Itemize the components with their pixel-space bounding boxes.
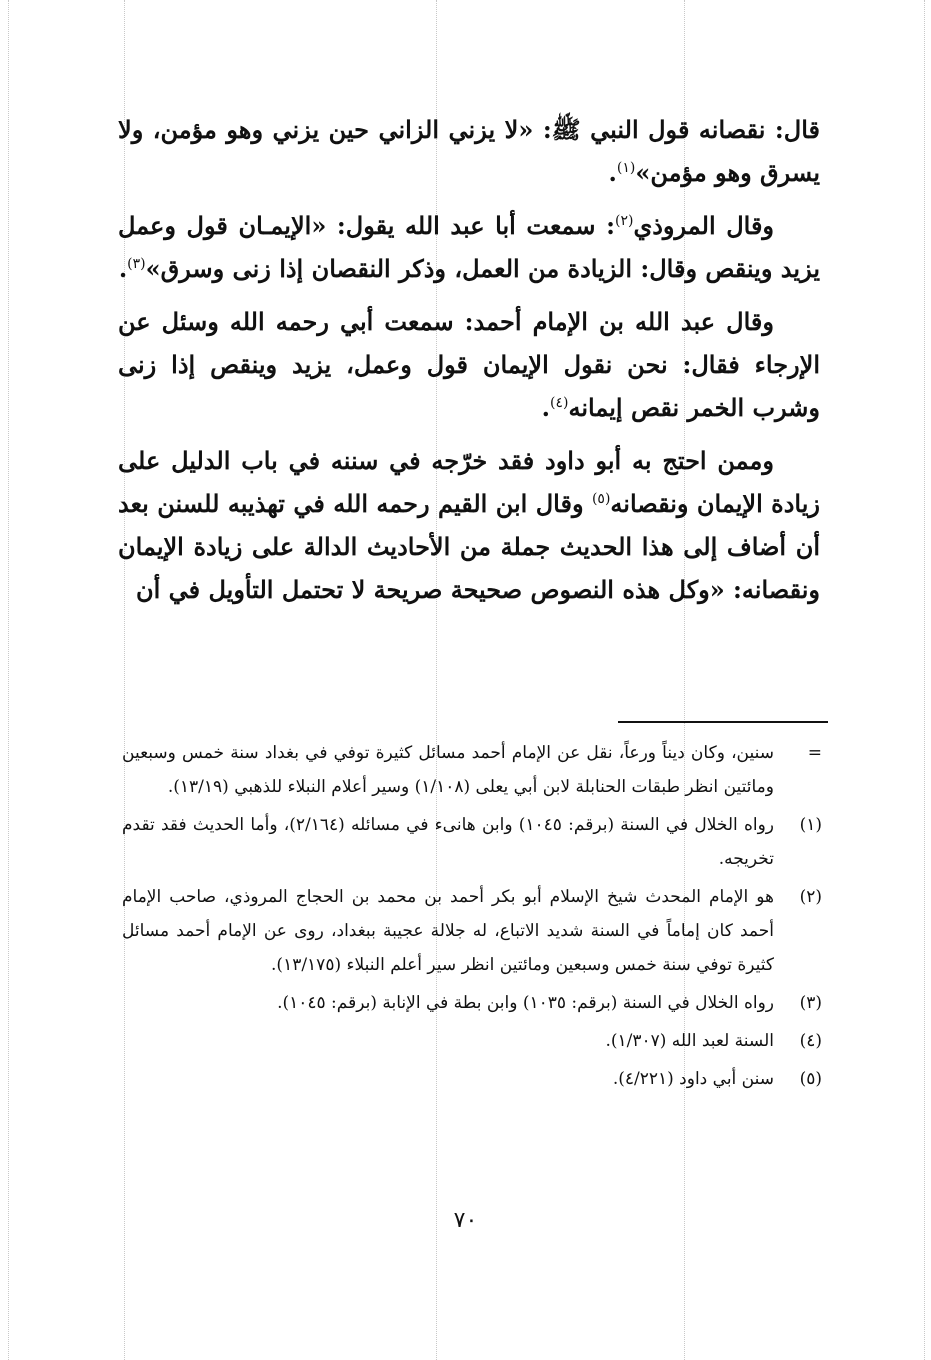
paragraph-text: وقال المروذي: [633, 211, 775, 240]
page-number: ٧٠: [453, 1208, 478, 1233]
footnote-item: [122, 736, 822, 804]
paragraph-tail: .: [541, 393, 551, 422]
footnote-number: =: [807, 743, 822, 763]
footnote-text: رواه الخلال في السنة (برقم: ١٠٣٥) وابن بطة في الإنابة (برقم: ١٠٤٥).: [277, 993, 774, 1013]
footnote-item: [122, 880, 822, 982]
scan-guide-line: [8, 0, 9, 1360]
paragraph-tail: .: [118, 254, 128, 283]
footnote-ref[interactable]: (٥): [591, 491, 611, 507]
footnote-number: (١): [799, 815, 822, 835]
paragraph-text-continued: : سمعت أبا عبد الله يقول: «الإيمـان قول وعمل يزيد وينقص وقال: الزيادة من العمل، وذكر النقصان إذا زنى وسرق»: [118, 211, 820, 283]
footnote-number: (٥): [799, 1069, 822, 1089]
footnote-ref[interactable]: (٤): [550, 395, 569, 411]
footnote-item: [122, 808, 822, 876]
paragraph-3: [118, 300, 820, 429]
footnote-separator: [618, 721, 828, 723]
footnote-item: [122, 986, 822, 1020]
footnote-ref[interactable]: (٣): [127, 256, 146, 272]
footnote-item: [122, 1024, 822, 1058]
paragraph-1: [118, 108, 820, 194]
footnote-number: (٢): [799, 887, 822, 907]
footnote-ref[interactable]: (١): [616, 160, 636, 176]
paragraph-text: وقال عبد الله بن الإمام أحمد: سمعت أبي رحمه الله وسئل عن الإرجاء فقال: نحن نقول الإيمان قول وعمل، يزيد وينقص إذا زنى وشرب الخمر نقص إيمانه: [118, 307, 820, 422]
footnote-text: سنن أبي داود (٤/٢٢١).: [612, 1069, 774, 1089]
footnote-text: هو الإمام المحدث شيخ الإسلام أبو بكر أحمد بن محمد بن الحجاج المروذي، صاحب الإمام أحمد كان إماماً في السنة شديد الاتباع، له جلالة عجيبة ببغداد، روى عن الإمام أحمد مسائل كثيرة توفي سنة خمس وسبعين ومائتين انظر سير أعلم النبلاء (١٣/١٧٥).: [122, 887, 774, 975]
main-text-body: [118, 108, 820, 621]
paragraph-text-continued: وقال ابن القيم رحمه الله في تهذيبه للسنن بعد أن أضاف إلى هذا الحديث جملة من الأحاديث الدالة على زيادة الإيمان ونقصانه: «وكل هذه النصوص صحيحة صريحة لا تحتمل التأويل في أن: [118, 489, 820, 604]
footnote-ref[interactable]: (٢): [614, 213, 634, 229]
scan-guide-line: [924, 0, 925, 1360]
paragraph-4: [118, 439, 820, 611]
footnote-text: سنين، وكان ديناً ورعاً، نقل عن الإمام أحمد مسائل كثيرة توفي في بغداد سنة خمس وسبعين ومائتين انظر طبقات الحنابلة لابن أبي يعلى (١/١٠٨) وسير أعلام النبلاء للذهبي (١٣/١٩).: [122, 743, 774, 797]
footnote-item: [122, 1062, 822, 1096]
footnote-number: (٣): [799, 993, 822, 1013]
footnote-text: رواه الخلال في السنة (برقم: ١٠٤٥) وابن هانىء في مسائله (٢/١٦٤)، وأما الحديث فقد تقدم تخريجه.: [122, 815, 774, 869]
paragraph-tail: .: [608, 158, 617, 187]
footnote-text: السنة لعبد الله (١/٣٠٧).: [605, 1031, 774, 1051]
paragraph-2: [118, 204, 820, 290]
paragraph-text: وممن احتج به أبو داود فقد خرّجه في سننه في باب الدليل على زيادة الإيمان ونقصانه: [118, 446, 820, 518]
footnote-number: (٤): [799, 1031, 822, 1051]
footnotes-section: [122, 736, 822, 1100]
paragraph-text: قال: نقصانه قول النبي ﷺ: «لا يزني الزاني حين يزني وهو مؤمن، ولا يسرق وهو مؤمن»: [118, 115, 820, 187]
